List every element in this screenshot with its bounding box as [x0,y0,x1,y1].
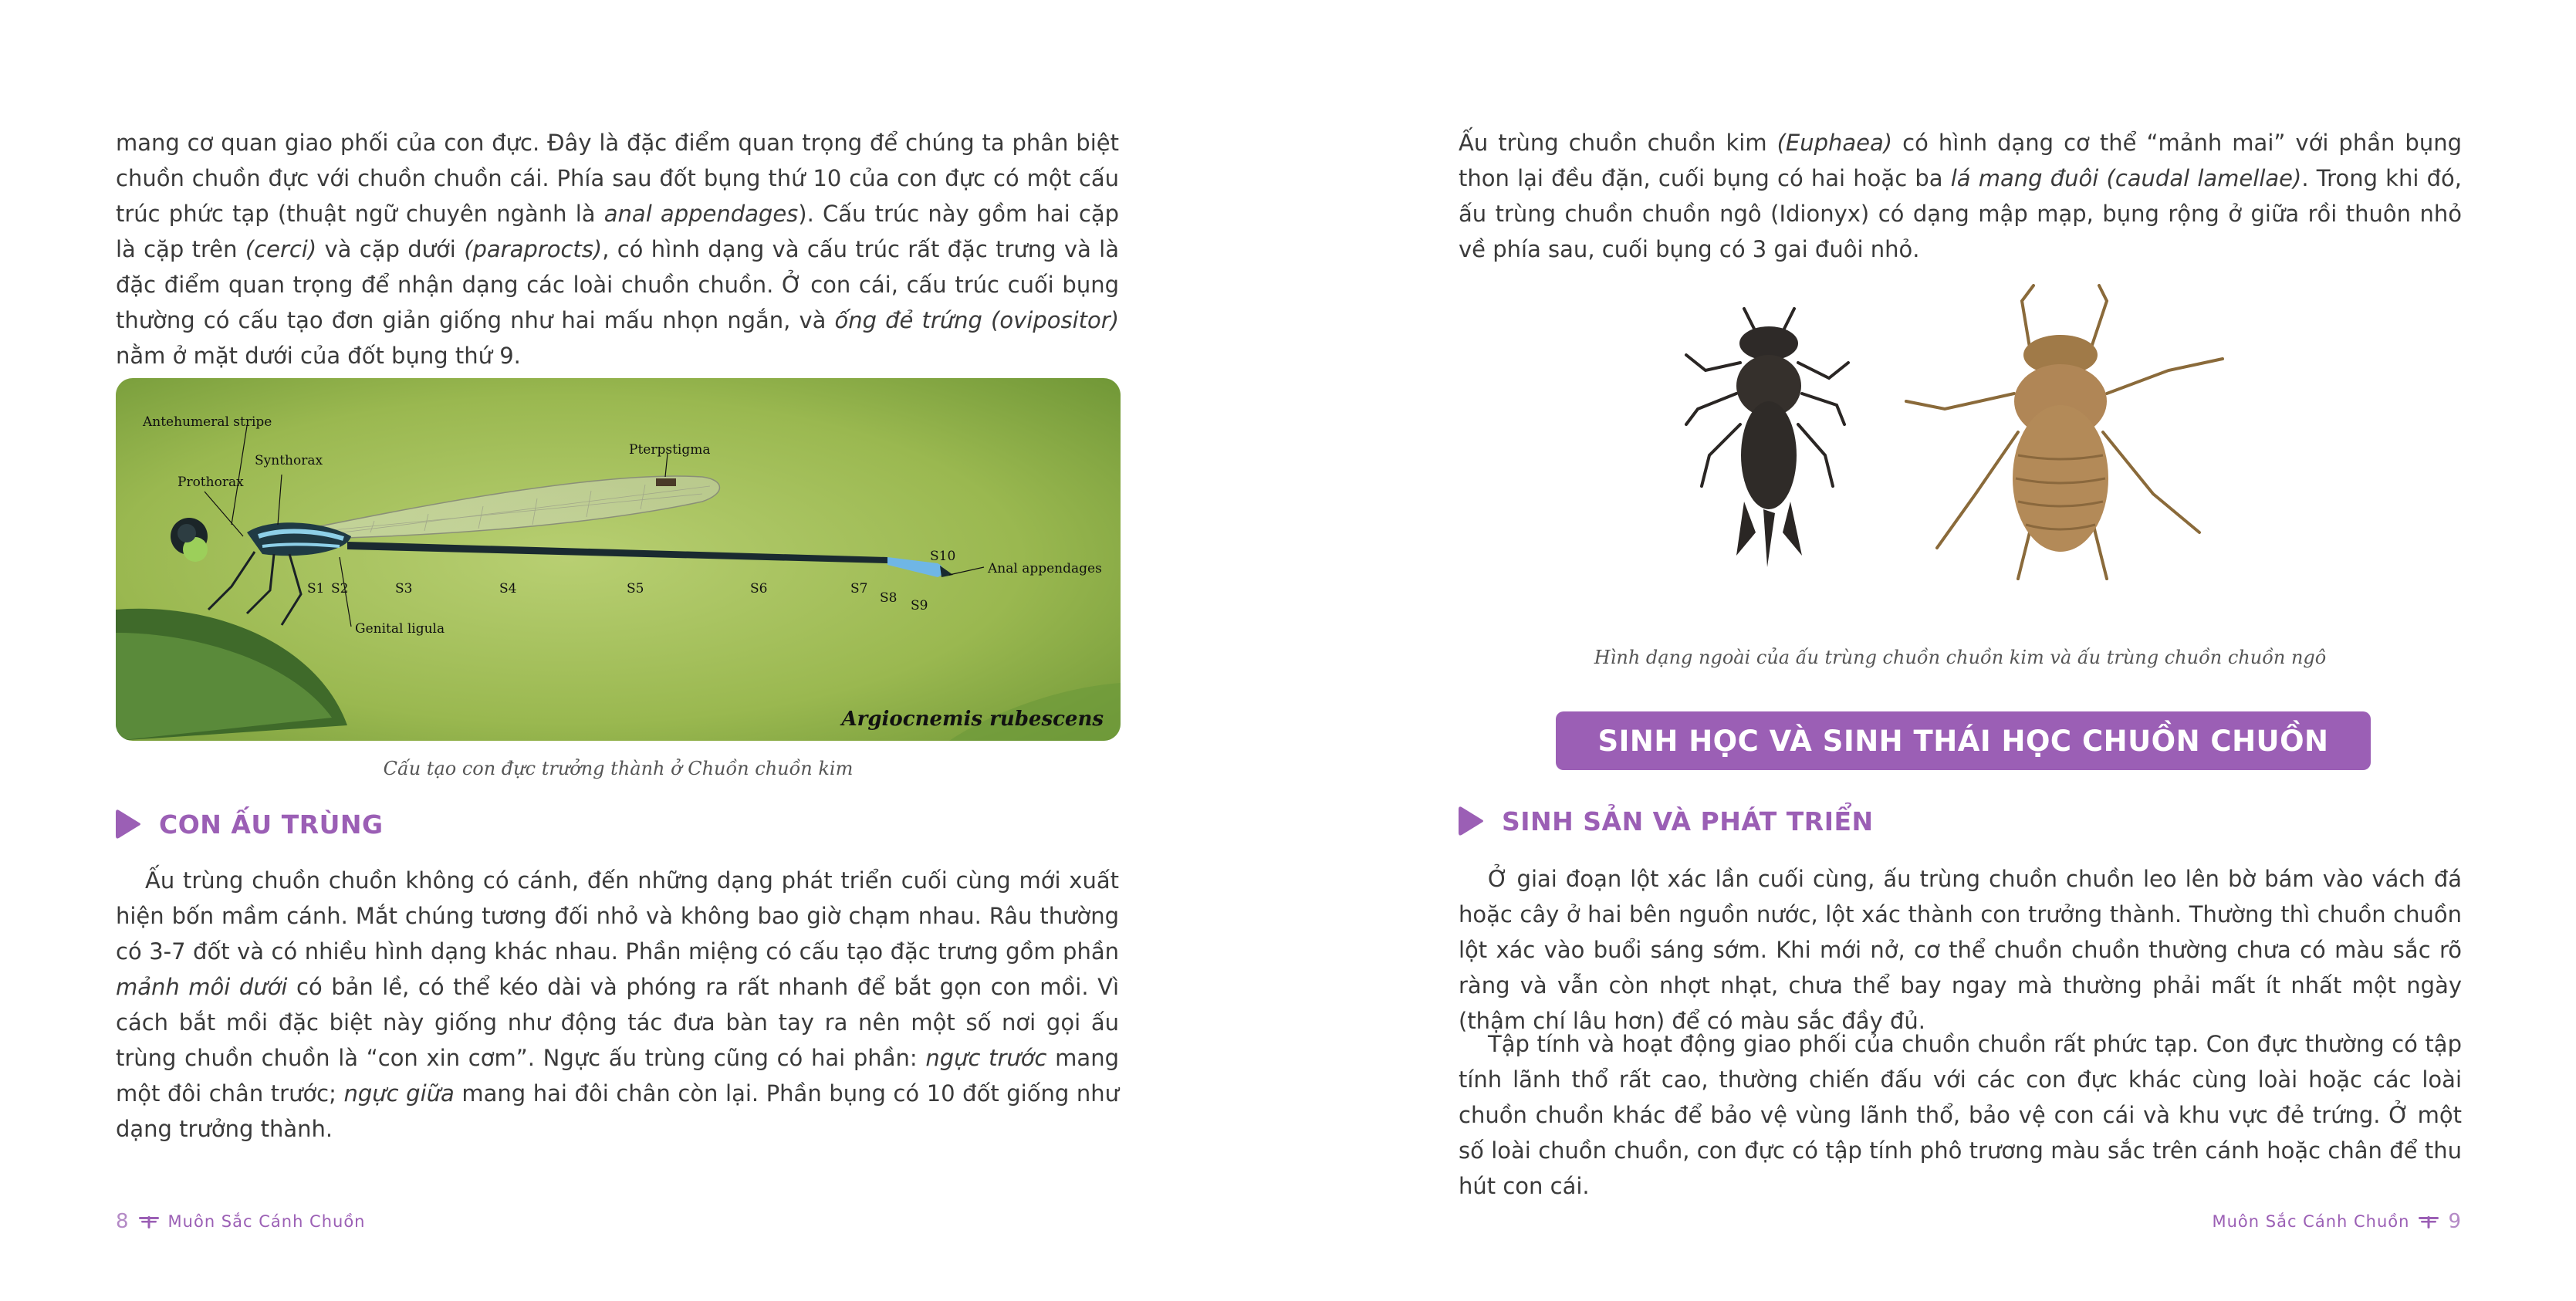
damselfly-anatomy-figure [116,378,1121,741]
label-antehumeral: Antehumeral stripe [143,414,272,430]
label-s4: S4 [499,581,517,596]
euphaea-larva [1686,309,1848,567]
section-triangle-icon [1459,806,1485,836]
dragonfly-icon [137,1215,161,1228]
section-title-larva: CON ẤU TRÙNG [159,809,384,840]
label-s8: S8 [880,590,898,606]
label-s5: S5 [627,581,644,596]
label-s3: S3 [395,581,413,596]
label-anal-appendages: Anal appendages [988,561,1102,576]
label-s9: S9 [911,598,928,613]
label-s7: S7 [850,581,868,596]
pterostigma-mark [656,478,676,486]
reproduction-paragraph-2: Tập tính và hoạt động giao phối của chuồn chuồn rất phức tạp. Con đực thường có tập tính lãnh thổ rất cao, thường chiến đấu với các con đực khác cùng loài hoặc các loài chuồn chuồn khác để bảo vệ vùng lãnh thổ, bảo vệ con cái và khu vực đẻ trứng. Ở một số loài chuồn chuồn, con đực có tập tính phô trương màu sắc trên cánh hoặc chân để thu hút con cái. [1459,1031,2462,1199]
book-title-right: Muôn Sắc Cánh Chuồn [2212,1212,2410,1231]
left-page [116,0,1119,1301]
label-synthorax: Synthorax [255,453,323,468]
page-number-left: 8 [116,1210,130,1233]
page-number-right: 9 [2448,1210,2462,1233]
label-pterostigma: Pterpstigma [629,442,711,458]
label-genital-ligula: Genital ligula [355,621,445,637]
section-triangle-icon [116,809,142,840]
larva-paragraph: Ấu trùng chuồn chuồn không có cánh, đến những dạng phát triển cuối cùng mới xuất hiện bốn mầm cánh. Mắt chúng tương đối nhỏ và không bao giờ chạm nhau. Râu thường có 3-7 đốt và có nhiều hình dạng khác nhau. Phần miệng có cấu tạo đặc trưng gồm phần mảnh môi dưới có bản lề, có thể kéo dài và phóng ra rất nhanh để bắt gọn con mồi. Vì cách bắt mồi đặc biệt này giống như động tác đưa bàn tay ra nên một số nơi gọi ấu trùng chuồn chuồn là “con xin cơm”. Ngực ấu trùng cũng có hai phần: ngực trước mang một đôi chân trước; ngực giữa mang hai đôi chân còn lại. Phần bụng có 10 đốt giống như dạng trưởng thành. [116,867,1119,1142]
chapter-banner: SINH HỌC VÀ SINH THÁI HỌC CHUỒN CHUỒN [1556,711,2371,770]
reproduction-paragraph-1: Ở giai đoạn lột xác lần cuối cùng, ấu trùng chuồn chuồn leo lên bờ bám vào vách đá hoặc cây ở hai bên nguồn nước, lột xác thành con trưởng thành. Thường thì chuồn chuồn lột xác vào buổi sáng sớm. Khi mới nở, cơ thể chuồn chuồn thường chưa có màu sắc rõ ràng và vẫn còn nhợt nhạt, chưa thể bay ngay mà thường phải mất ít nhất một ngày (thậm chí lâu hơn) để có màu sắc đầy đủ. [1459,866,2462,1034]
right-figure-caption: Hình dạng ngoài của ấu trùng chuồn chuồn kim và ấu trùng chuồn chuồn ngô [1594,647,2327,668]
idionyx-larva [1906,286,2223,579]
dragonfly-icon [2417,1215,2440,1228]
label-s2: S2 [331,581,349,596]
right-intro-paragraph: Ấu trùng chuồn chuồn kim (Euphaea) có hình dạng cơ thể “mảnh mai” với phần bụng thon lại đều đặn, cuối bụng có hai hoặc ba lá mang đuôi (caudal lamellae). Trong khi đó, ấu trùng chuồn chuồn ngô (Idionyx) có dạng mập mạp, bụng rộng ở giữa rồi thuôn nhỏ về phía sau, cuối bụng có 3 gai đuôi nhỏ. [1459,130,2462,262]
label-s1: S1 [307,581,325,596]
section-heading-larva [116,809,384,840]
book-title-left: Muôn Sắc Cánh Chuồn [167,1212,366,1231]
left-intro-paragraph: mang cơ quan giao phối của con đực. Đây là đặc điểm quan trọng để chúng ta phân biệt chuồn chuồn đực với chuồn chuồn cái. Phía sau đốt bụng thứ 10 của con đực có một cấu trúc phức tạp (thuật ngữ chuyên ngành là anal appendages). Cấu trúc này gồm hai cặp là cặp trên (cerci) và cặp dưới (paraprocts), có hình dạng và cấu trúc rất đặc trưng và là đặc điểm quan trọng để nhận dạng các loài chuồn chuồn. Ở con cái, cấu trúc cuối bụng thường có cấu tạo đơn giản giống như hai mấu nhọn ngắn, và ống đẻ trứng (ovipositor) nằm ở mặt dưới của đốt bụng thứ 9. [116,130,1120,369]
larvae-illustration [1613,278,2307,633]
section-title-reproduction: SINH SẢN VÀ PHÁT TRIỂN [1502,806,1874,836]
section-heading-reproduction [1459,806,1874,836]
damselfly-anatomy-photo [116,378,1121,741]
right-page [1459,0,2462,1301]
label-prothorax: Prothorax [177,475,244,490]
species-name: Argiocnemis rubescens [841,708,1104,731]
label-s10: S10 [930,549,956,564]
label-s6: S6 [750,581,768,596]
right-footer [2213,1210,2463,1233]
left-figure-caption: Cấu tạo con đực trưởng thành ở Chuồn chuồn kim [383,758,854,779]
left-footer [116,1210,366,1233]
